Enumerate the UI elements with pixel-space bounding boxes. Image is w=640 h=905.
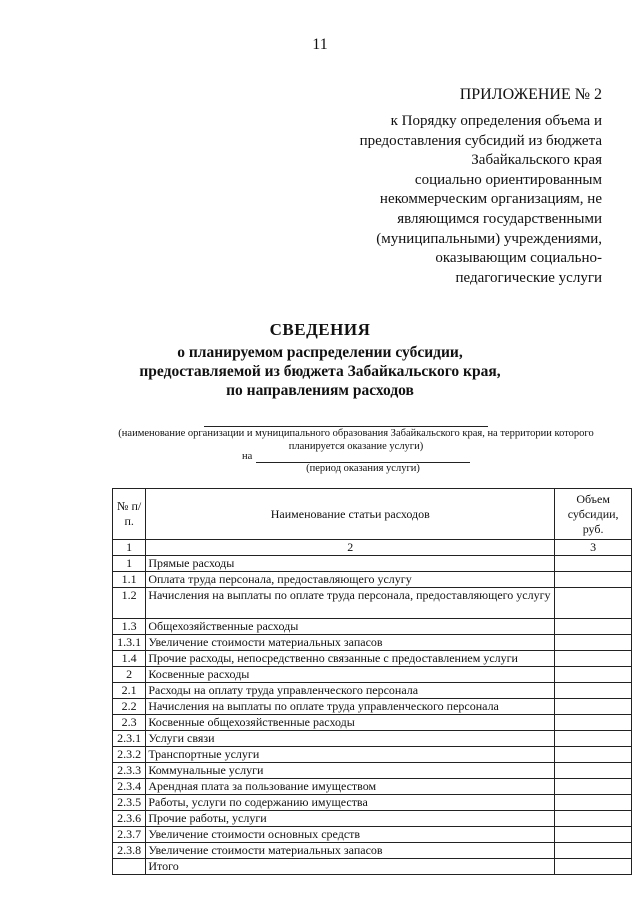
row-expense-name: Прямые расходы (146, 556, 555, 572)
page-number: 11 (312, 36, 328, 53)
expenses-table (112, 488, 632, 875)
organization-caption: (наименование организации и муниципального образования Забайкальского края, на территории которого планируется оказание услуги) (118, 428, 594, 452)
row-amount-cell[interactable] (555, 747, 632, 763)
row-expense-name: Прочие расходы, непосредственно связанные с предоставлением услуги (146, 651, 555, 667)
row-amount-cell[interactable] (555, 667, 632, 683)
row-amount-cell[interactable] (555, 827, 632, 843)
row-number: 2.3.8 (113, 843, 146, 859)
row-number: 2.3.6 (113, 811, 146, 827)
row-expense-name: Арендная плата за пользование имуществом (146, 779, 555, 795)
table-row (113, 619, 632, 635)
appendix-subtitle (312, 112, 602, 288)
row-number: 2.3.4 (113, 779, 146, 795)
row-expense-name: Итого (146, 859, 555, 875)
table-row (113, 715, 632, 731)
row-number: 1.3 (113, 619, 146, 635)
header-num: № п/п. (113, 489, 146, 540)
row-number: 1.1 (113, 572, 146, 588)
appendix-line: предоставления субсидий из бюджета (359, 132, 602, 149)
table-row (113, 572, 632, 588)
table-row (113, 779, 632, 795)
row-number: 1 (113, 556, 146, 572)
column-index-row (113, 540, 632, 556)
appendix-line: некоммерческим организациям, не (379, 191, 602, 208)
appendix-line: педагогические услуги (455, 269, 602, 286)
table-header-row (113, 489, 632, 540)
row-number (113, 859, 146, 875)
row-number: 2.3 (113, 715, 146, 731)
row-expense-name: Увеличение стоимости материальных запасов (146, 635, 555, 651)
header-amount: Объем субсидии, руб. (555, 489, 632, 540)
row-number: 2.3.5 (113, 795, 146, 811)
row-number: 1.2 (113, 588, 146, 619)
table-row (113, 683, 632, 699)
column-index: 1 (113, 540, 146, 556)
row-amount-cell[interactable] (555, 715, 632, 731)
row-number: 2.3.1 (113, 731, 146, 747)
row-amount-cell[interactable] (555, 683, 632, 699)
row-expense-name: Косвенные расходы (146, 667, 555, 683)
row-expense-name: Общехозяйственные расходы (146, 619, 555, 635)
row-amount-cell[interactable] (555, 731, 632, 747)
row-expense-name: Оплата труда персонала, предоставляющего услугу (146, 572, 555, 588)
table-row (113, 635, 632, 651)
row-number: 2.1 (113, 683, 146, 699)
appendix-line: Забайкальского края (471, 152, 602, 169)
appendix-line: к Порядку определения объема и (390, 113, 602, 129)
row-amount-cell[interactable] (555, 556, 632, 572)
row-amount-cell[interactable] (555, 699, 632, 715)
appendix-line: являющимся государственными (397, 210, 602, 227)
table-row (113, 827, 632, 843)
row-number: 2.2 (113, 699, 146, 715)
row-number: 2.3.3 (113, 763, 146, 779)
row-expense-name: Увеличение стоимости основных средств (146, 827, 555, 843)
table-row (113, 731, 632, 747)
table-row (113, 811, 632, 827)
document-subtitle-line: о планируемом распределении субсидии, (177, 344, 463, 361)
period-caption: (период оказания услуги) (306, 463, 420, 474)
row-number: 2.3.7 (113, 827, 146, 843)
row-expense-name: Косвенные общехозяйственные расходы (146, 715, 555, 731)
table-row (113, 843, 632, 859)
table-row (113, 556, 632, 572)
column-index: 2 (146, 540, 555, 556)
appendix-title: ПРИЛОЖЕНИЕ № 2 (459, 86, 602, 103)
row-amount-cell[interactable] (555, 572, 632, 588)
document-subtitle-line: предоставляемой из бюджета Забайкальского края, (139, 363, 501, 380)
row-expense-name: Начисления на выплаты по оплате труда персонала, предоставляющего услугу (146, 588, 555, 619)
row-expense-name: Работы, услуги по содержанию имущества (146, 795, 555, 811)
row-number: 2.3.2 (113, 747, 146, 763)
table-row (113, 651, 632, 667)
row-expense-name: Прочие работы, услуги (146, 811, 555, 827)
table-row (113, 667, 632, 683)
table-row (113, 763, 632, 779)
document-title: СВЕДЕНИЯ (269, 320, 371, 339)
document-subtitle-line: по направлениям расходов (226, 382, 414, 399)
appendix-line: оказывающим социально- (435, 250, 602, 267)
row-amount-cell[interactable] (555, 619, 632, 635)
row-number: 2 (113, 667, 146, 683)
row-amount-cell[interactable] (555, 779, 632, 795)
appendix-line: (муниципальными) учреждениями, (376, 230, 602, 247)
row-amount-cell[interactable] (555, 811, 632, 827)
row-amount-cell[interactable] (555, 635, 632, 651)
row-expense-name: Транспортные услуги (146, 747, 555, 763)
row-amount-cell[interactable] (555, 859, 632, 875)
row-expense-name: Увеличение стоимости материальных запасов (146, 843, 555, 859)
row-number: 1.3.1 (113, 635, 146, 651)
row-expense-name: Коммунальные услуги (146, 763, 555, 779)
row-amount-cell[interactable] (555, 651, 632, 667)
column-index: 3 (555, 540, 632, 556)
row-amount-cell[interactable] (555, 763, 632, 779)
row-expense-name: Начисления на выплаты по оплате труда управленческого персонала (146, 699, 555, 715)
row-amount-cell[interactable] (555, 795, 632, 811)
table-row (113, 699, 632, 715)
table-row (113, 747, 632, 763)
row-amount-cell[interactable] (555, 843, 632, 859)
table-row (113, 588, 632, 619)
row-expense-name: Расходы на оплату труда управленческого персонала (146, 683, 555, 699)
table-row (113, 859, 632, 875)
document-heading (0, 320, 640, 400)
appendix-line: социально ориентированным (414, 171, 602, 188)
table-row (113, 795, 632, 811)
row-expense-name: Услуги связи (146, 731, 555, 747)
header-name: Наименование статьи расходов (146, 489, 555, 540)
row-number: 1.4 (113, 651, 146, 667)
row-amount-cell[interactable] (555, 588, 632, 619)
period-prefix: на (242, 451, 253, 462)
